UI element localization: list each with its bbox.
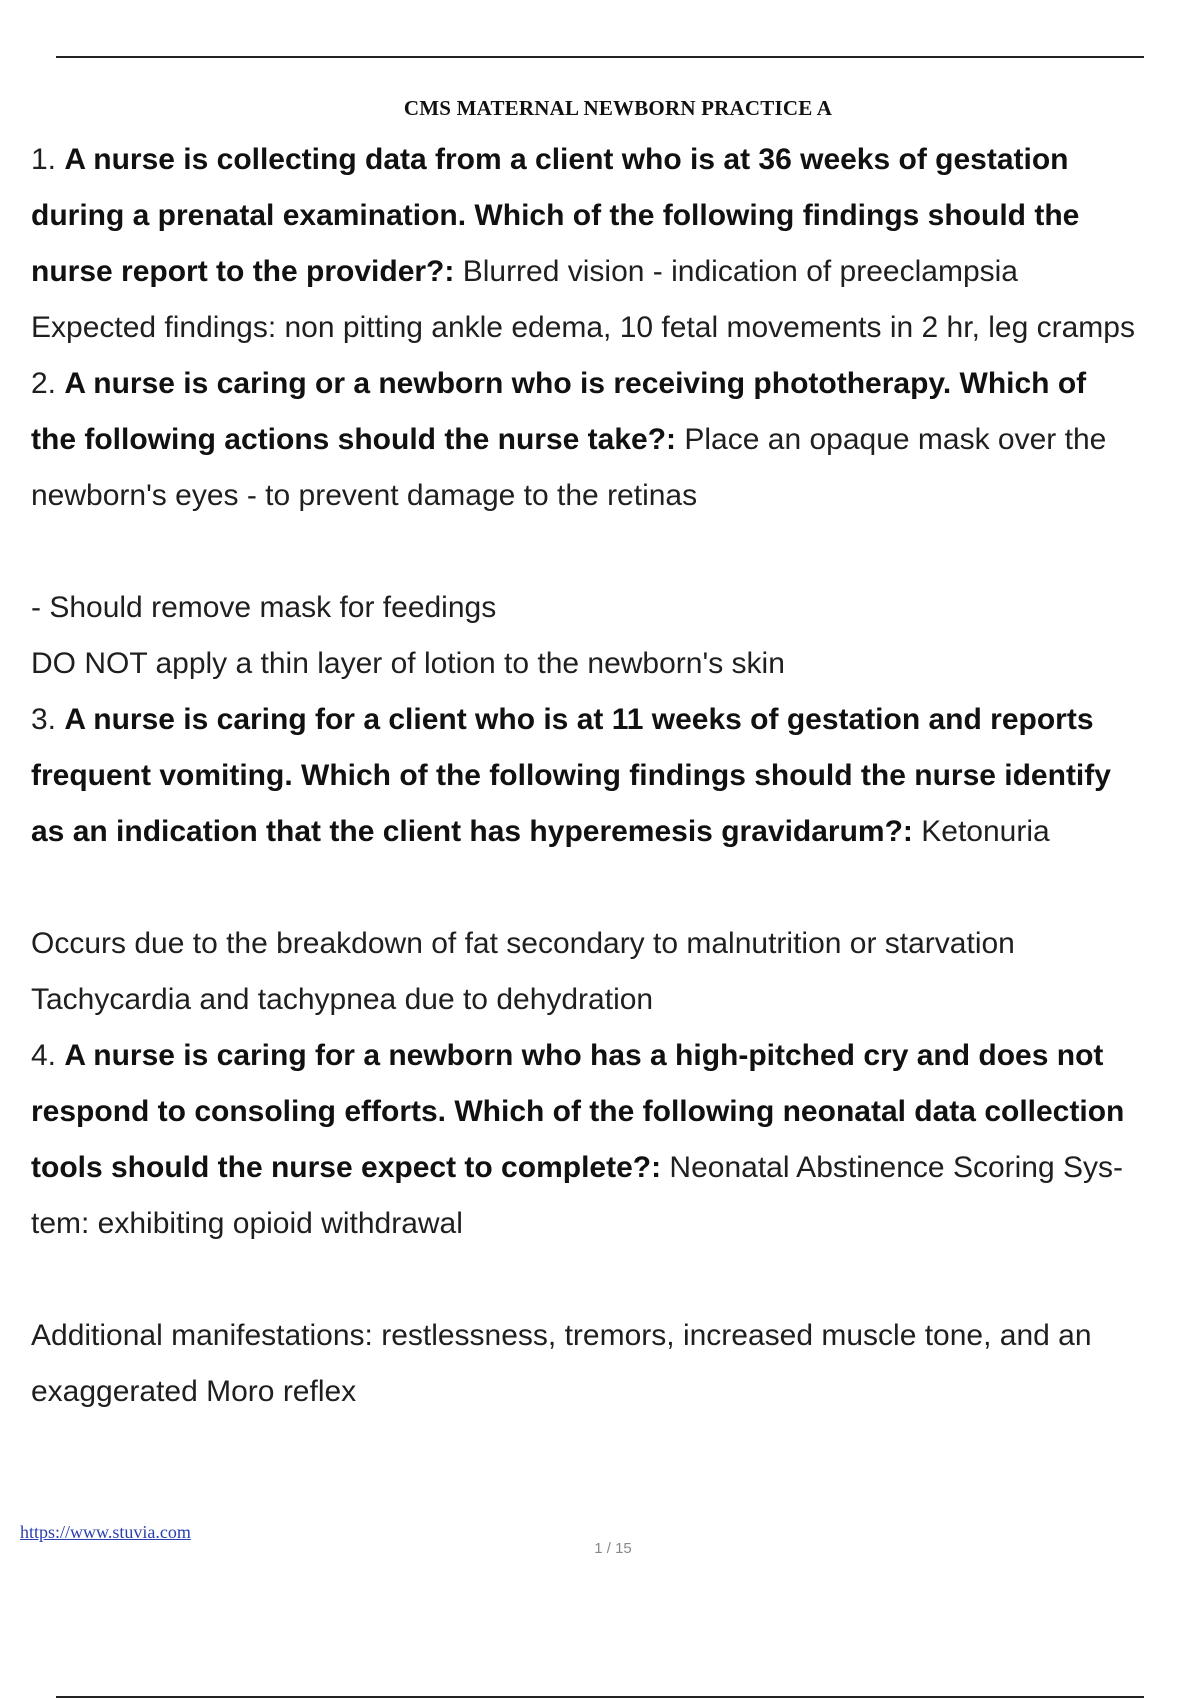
q4-line-7 bbox=[31, 1364, 1200, 1420]
q4-question-part-3: tools should the nurse expect to complete?: bbox=[31, 1151, 662, 1184]
q2-number: 2. bbox=[31, 367, 65, 400]
q2-question-part-1: A nurse is caring or a newborn who is receiving phototherapy. Which of bbox=[64, 367, 1087, 400]
q1-answer: Blurred vision - indication of preeclampsia bbox=[454, 255, 1018, 288]
q4-note-1: Additional manifestations: restlessness, tremors, increased muscle tone, and an bbox=[31, 1319, 1092, 1352]
q1-line-2 bbox=[31, 188, 1200, 244]
q1-question-part-1: A nurse is collecting data from a client who is at 36 weeks of gestation bbox=[64, 143, 1069, 176]
q3-line-1 bbox=[31, 692, 1200, 748]
q3-question-part-3: as an indication that the client has hyperemesis gravidarum?: bbox=[31, 815, 913, 848]
q3-answer: Ketonuria bbox=[912, 815, 1050, 848]
q1-answer-note: Expected findings: non pitting ankle edema, 10 fetal movements in 2 hr, leg cramps bbox=[31, 311, 1135, 344]
q1-number: 1. bbox=[31, 143, 65, 176]
q3-question-part-2: frequent vomiting. Which of the following findings should the nurse identify bbox=[31, 759, 1111, 792]
q2-line-1 bbox=[31, 356, 1200, 412]
document-title: CMS MATERNAL NEWBORN PRACTICE A bbox=[403, 96, 833, 120]
q3-line-2 bbox=[31, 748, 1200, 804]
q1-line-3 bbox=[31, 244, 1200, 300]
q2-answer-cont: newborn's eyes - to prevent damage to the retinas bbox=[31, 479, 698, 512]
stuvia-link[interactable]: https://www.stuvia.com bbox=[20, 1522, 191, 1542]
q4-line-1 bbox=[31, 1028, 1200, 1084]
q4-number: 4. bbox=[31, 1039, 65, 1072]
document-body bbox=[31, 132, 1200, 1420]
q3-line-6 bbox=[31, 972, 1200, 1028]
q4-line-3 bbox=[31, 1140, 1200, 1196]
q3-note-1: Occurs due to the breakdown of fat secondary to malnutrition or starvation bbox=[31, 927, 1015, 960]
q3-number: 3. bbox=[31, 703, 65, 736]
q4-line-2 bbox=[31, 1084, 1200, 1140]
q4-spacer bbox=[31, 1252, 1200, 1308]
q2-note-1: - Should remove mask for feedings bbox=[31, 591, 497, 624]
q1-line-1 bbox=[31, 132, 1200, 188]
q2-question-part-2: the following actions should the nurse take?: bbox=[31, 423, 677, 456]
q2-note-2: DO NOT apply a thin layer of lotion to the newborn's skin bbox=[31, 647, 785, 680]
q4-answer-cont: tem: exhibiting opioid withdrawal bbox=[31, 1207, 463, 1240]
q3-line-3 bbox=[31, 804, 1200, 860]
q2-line-5 bbox=[31, 580, 1200, 636]
q1-question-part-2: during a prenatal examination. Which of the following findings should the bbox=[31, 199, 1080, 232]
q1-question-part-3: nurse report to the provider?: bbox=[31, 255, 455, 288]
q4-note-2: exaggerated Moro reflex bbox=[31, 1375, 357, 1408]
q2-line-3 bbox=[31, 468, 1200, 524]
q2-line-6 bbox=[31, 636, 1200, 692]
q3-note-2: Tachycardia and tachypnea due to dehydration bbox=[31, 983, 654, 1016]
q2-spacer bbox=[31, 524, 1200, 580]
q4-line-4 bbox=[31, 1196, 1200, 1252]
q3-spacer bbox=[31, 860, 1200, 916]
q2-line-2 bbox=[31, 412, 1200, 468]
page-number: 1 / 15 bbox=[594, 1540, 632, 1557]
q2-answer: Place an opaque mask over the bbox=[676, 423, 1107, 456]
q1-line-4 bbox=[31, 300, 1200, 356]
q3-question-part-1: A nurse is caring for a client who is at 11 weeks of gestation and reports bbox=[64, 703, 1094, 736]
bottom-divider bbox=[56, 1696, 1144, 1698]
q3-line-5 bbox=[31, 916, 1200, 972]
top-divider bbox=[56, 56, 1144, 58]
q4-question-part-2: respond to consoling efforts. Which of the following neonatal data collection bbox=[31, 1095, 1125, 1128]
q4-line-6 bbox=[31, 1308, 1200, 1364]
q4-question-part-1: A nurse is caring for a newborn who has a high-pitched cry and does not bbox=[64, 1039, 1104, 1072]
q4-answer: Neonatal Abstinence Scoring Sys- bbox=[661, 1151, 1124, 1184]
